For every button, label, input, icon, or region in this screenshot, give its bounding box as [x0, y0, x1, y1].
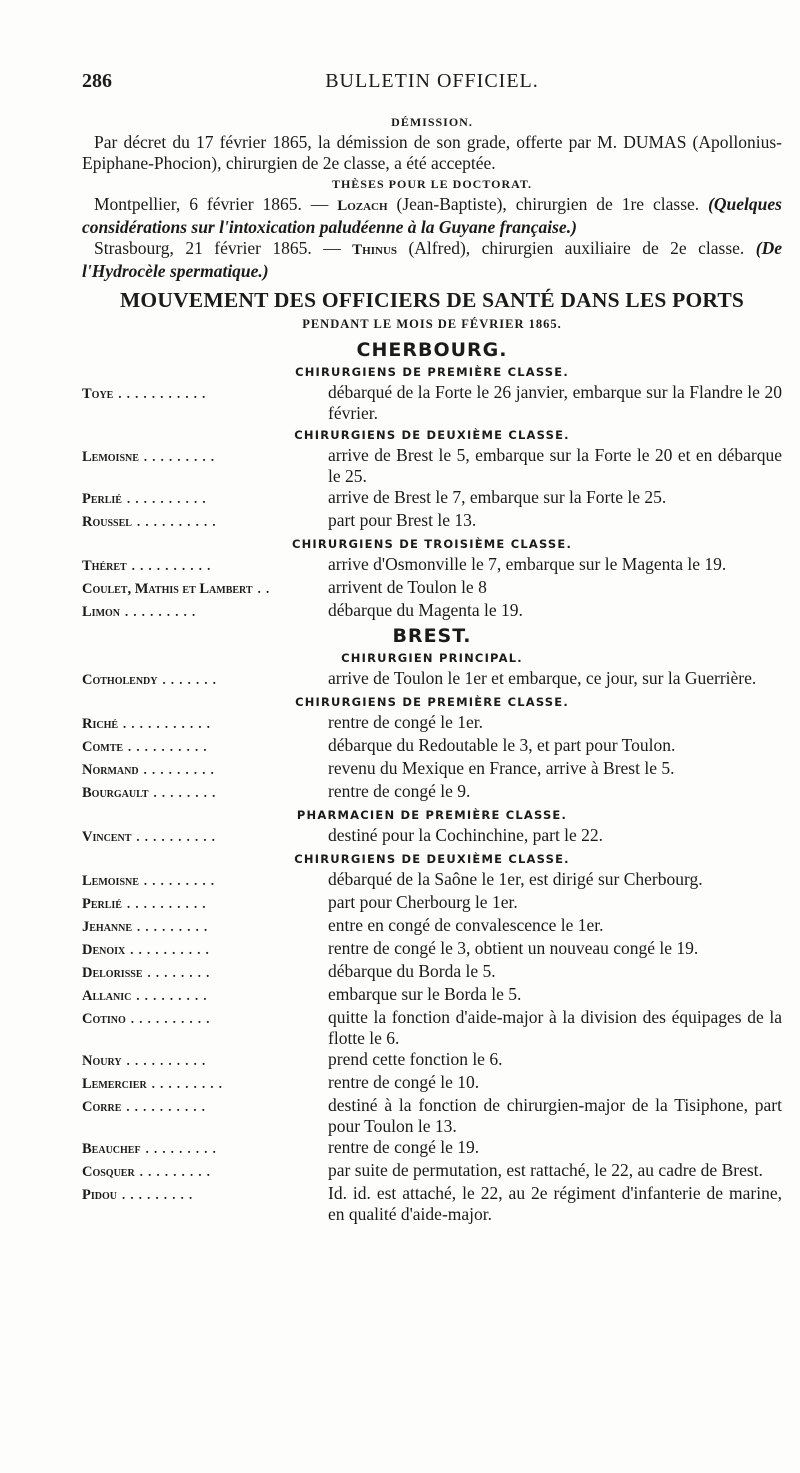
rank-heading: CHIRURGIEN PRINCIPAL.: [341, 651, 523, 665]
officer-name: Corre: [82, 1099, 122, 1115]
officer-movement: arrive de Brest le 5, embarque sur la Forte le 20 et en débarque le 25.: [328, 445, 782, 486]
officer-name-cell: [82, 712, 328, 735]
officer-movement: débarqué de la Saône le 1er, est dirigé sur Cherbourg.: [328, 869, 703, 889]
officer-entry: [82, 554, 782, 577]
officer-name-cell: [82, 445, 328, 468]
leader-dots: ..........: [126, 487, 211, 507]
officer-entry: [82, 1007, 782, 1049]
officer-movement: Id. id. est attaché, le 22, au 2e régiment d'infanterie de marine, en qualité d'aide-major.: [328, 1183, 782, 1224]
officer-entry: [82, 577, 782, 600]
officer-name: Toye: [82, 386, 114, 402]
theses-paragraph-2: [82, 238, 782, 282]
leader-dots: ..........: [131, 554, 215, 574]
theses-line2-pre: Strasbourg, 21 février 1865. —: [94, 238, 353, 258]
leader-dots: ..........: [135, 825, 220, 845]
officer-name-cell: [82, 1072, 328, 1095]
leader-dots: .........: [143, 869, 219, 889]
officer-movement: arrive de Brest le 7, embarque sur la Forte le 25.: [328, 487, 667, 507]
page-number: 286: [82, 70, 112, 92]
officer-name-cell: [82, 1137, 328, 1160]
leader-dots: ...........: [122, 712, 215, 732]
rank-heading: CHIRURGIENS DE DEUXIÈME CLASSE.: [294, 852, 570, 866]
officer-entry: [82, 961, 782, 984]
officer-entry: [82, 1183, 782, 1225]
leader-dots: .......: [161, 668, 221, 688]
officer-movement: embarque sur le Borda le 5.: [328, 984, 522, 1004]
officer-entry: [82, 445, 782, 487]
brest-section: [82, 625, 782, 1225]
leader-dots: .........: [143, 445, 219, 465]
officer-entry: [82, 735, 782, 758]
officer-name-cell: [82, 1095, 328, 1118]
officer-entry: [82, 1095, 782, 1137]
officer-movement: entre en congé de convalescence le 1er.: [328, 915, 604, 935]
officer-name: Vincent: [82, 829, 132, 845]
officer-entry: [82, 668, 782, 691]
officer-name-cell: [82, 735, 328, 758]
theses-line2-title: (De l'Hydrocèle spermatique.): [82, 238, 782, 281]
officer-movement: rentre de congé le 9.: [328, 781, 471, 801]
officer-name-cell: [82, 1160, 328, 1183]
officer-name-cell: [82, 892, 328, 915]
officer-movement: arrive d'Osmonville le 7, embarque sur le Magenta le 19.: [328, 554, 727, 574]
brest-groups: [82, 651, 782, 1225]
officer-name-cell: [82, 1049, 328, 1072]
cherbourg-groups: [82, 365, 782, 623]
officer-name: Delorisse: [82, 965, 143, 981]
rank-heading: CHIRURGIENS DE PREMIÈRE CLASSE.: [295, 365, 569, 379]
officer-name: Roussel: [82, 514, 132, 530]
officer-entry: [82, 938, 782, 961]
running-title: BULLETIN OFFICIEL.: [325, 70, 539, 92]
officer-name: Perlié: [82, 491, 122, 507]
officer-movement: revenu du Mexique en France, arrive à Brest le 5.: [328, 758, 675, 778]
theses-paragraph-1: [82, 194, 782, 238]
officer-entry: [82, 892, 782, 915]
officer-name: Riché: [82, 716, 119, 732]
leader-dots: .........: [124, 600, 200, 620]
officer-movement: rentre de congé le 1er.: [328, 712, 483, 732]
officer-movement: arrive de Toulon le 1er et embarque, ce jour, sur la Guerrière.: [328, 668, 757, 688]
officer-entry: [82, 984, 782, 1007]
officer-name: Comte: [82, 739, 124, 755]
leader-dots: ..........: [126, 892, 211, 912]
officer-name-cell: [82, 781, 328, 804]
officer-movement: destiné pour la Cochinchine, part le 22.: [328, 825, 604, 845]
officer-name-cell: [82, 869, 328, 892]
officer-entry: [82, 758, 782, 781]
theses-line1-title: (Quelques considérations sur l'intoxication paludéenne à la Guyane française.): [82, 194, 782, 237]
officer-name: Noury: [82, 1053, 122, 1069]
leader-dots: ..........: [130, 1007, 214, 1027]
officer-movement: rentre de congé le 10.: [328, 1072, 480, 1092]
officer-name-cell: [82, 758, 328, 781]
officer-name-cell: [82, 961, 328, 984]
officer-name: Coulet, Mathis et Lambert: [82, 581, 253, 597]
officer-entry: [82, 1049, 782, 1072]
theses-line1-post: (Jean-Baptiste), chirurgien de 1re classe.: [387, 194, 700, 214]
officer-name-cell: [82, 554, 328, 577]
theses-line1-pre: Montpellier, 6 février 1865. —: [94, 194, 338, 214]
page-body: [82, 112, 782, 1225]
officer-movement: prend cette fonction le 6.: [328, 1049, 503, 1069]
officer-name-cell: [82, 577, 328, 600]
officer-name: Lemercier: [82, 1076, 147, 1092]
officer-movement: quitte la fonction d'aide-major à la division des équipages de la flotte le 6.: [328, 1007, 782, 1048]
officer-name-cell: [82, 668, 328, 691]
rank-heading: CHIRURGIENS DE PREMIÈRE CLASSE.: [295, 695, 569, 709]
officer-name-cell: [82, 915, 328, 938]
theses-line2-name: Thinus: [352, 242, 398, 258]
leader-dots: ..........: [125, 1049, 210, 1069]
theses-line2-post: (Alfred), chirurgien auxiliaire de 2e classe.: [397, 238, 745, 258]
officer-name-cell: [82, 382, 328, 405]
officer-name: Bourgault: [82, 785, 149, 801]
officer-entry: [82, 825, 782, 848]
officer-movement: par suite de permutation, est rattaché, le 22, au cadre de Brest.: [328, 1160, 763, 1180]
officer-name: Beauchef: [82, 1141, 141, 1157]
officer-name-cell: [82, 1007, 328, 1030]
officer-movement: débarque du Borda le 5.: [328, 961, 496, 981]
theses-line1-name: Lozach: [337, 198, 388, 214]
leader-dots: .........: [139, 1160, 215, 1180]
demission-heading: DÉMISSION.: [391, 115, 473, 129]
officer-movement: débarqué de la Forte le 26 janvier, embarque sur la Flandre le 20 février.: [328, 382, 782, 423]
officer-entry: [82, 1137, 782, 1160]
officer-name: Jehanne: [82, 919, 133, 935]
mouvement-title: MOUVEMENT DES OFFICIERS DE SANTÉ DANS LES PORTS: [119, 288, 745, 312]
officer-entry: [82, 1072, 782, 1095]
officer-movement: débarque du Magenta le 19.: [328, 600, 523, 620]
leader-dots: .........: [144, 1137, 221, 1157]
officer-name: Allanic: [82, 988, 132, 1004]
leader-dots: ...........: [117, 382, 210, 402]
officer-movement: arrivent de Toulon le 8: [328, 577, 487, 597]
officer-entry: [82, 600, 782, 623]
officer-entry: [82, 712, 782, 735]
page-header: [82, 70, 782, 94]
leader-dots: .........: [151, 1072, 227, 1092]
demission-text: Par décret du 17 février 1865, la démission de son grade, offerte par M. DUMAS (Apollonius-Epiphane-Phocion), chirurgien de 2e classe, a été acceptée.: [82, 132, 782, 173]
officer-name-cell: [82, 825, 328, 848]
leader-dots: .........: [136, 915, 212, 935]
theses-heading: THÈSES POUR LE DOCTORAT.: [331, 177, 533, 191]
leader-dots: ..........: [136, 510, 221, 530]
leader-dots: ..........: [129, 938, 214, 958]
officer-movement: rentre de congé le 19.: [328, 1137, 480, 1157]
officer-movement: rentre de congé le 3, obtient un nouveau congé le 19.: [328, 938, 699, 958]
officer-name-cell: [82, 984, 328, 1007]
officer-name: Lemoisne: [82, 449, 139, 465]
leader-dots: .........: [121, 1183, 197, 1203]
brest-heading: BREST.: [392, 625, 472, 647]
leader-dots: ........: [152, 781, 220, 801]
rank-heading: CHIRURGIENS DE DEUXIÈME CLASSE.: [294, 428, 570, 442]
officer-entry: [82, 487, 782, 510]
officer-name: Normand: [82, 762, 139, 778]
cherbourg-section: [82, 339, 782, 623]
mouvement-subtitle: PENDANT LE MOIS DE FÉVRIER 1865.: [302, 317, 562, 331]
officer-name: Cotholendy: [82, 672, 158, 688]
officer-movement: part pour Cherbourg le 1er.: [328, 892, 518, 912]
officer-name-cell: [82, 1183, 328, 1206]
officer-name: Limon: [82, 604, 121, 620]
rank-heading: PHARMACIEN DE PREMIÈRE CLASSE.: [296, 808, 568, 822]
officer-entry: [82, 510, 782, 533]
officer-name: Pidou: [82, 1187, 117, 1203]
officer-name: Lemoisne: [82, 873, 139, 889]
officer-name-cell: [82, 938, 328, 961]
officer-entry: [82, 869, 782, 892]
officer-name: Perlié: [82, 896, 122, 912]
officer-name: Denoix: [82, 942, 126, 958]
officer-name: Cotino: [82, 1011, 126, 1027]
officer-movement: part pour Brest le 13.: [328, 510, 477, 530]
cherbourg-heading: CHERBOURG.: [356, 339, 508, 361]
leader-dots: ..........: [125, 1095, 210, 1115]
officer-movement: débarque du Redoutable le 3, et part pour Toulon.: [328, 735, 676, 755]
leader-dots: ........: [146, 961, 214, 981]
officer-entry: [82, 1160, 782, 1183]
officer-name-cell: [82, 600, 328, 623]
leader-dots: .........: [135, 984, 212, 1004]
officer-entry: [82, 382, 782, 424]
officer-entry: [82, 915, 782, 938]
officer-name-cell: [82, 510, 328, 533]
officer-entry: [82, 781, 782, 804]
officer-name: Cosquer: [82, 1164, 135, 1180]
officer-movement: destiné à la fonction de chirurgien-major de la Tisiphone, part pour Toulon le 13.: [328, 1095, 782, 1136]
officer-name-cell: [82, 487, 328, 510]
rank-heading: CHIRURGIENS DE TROISIÈME CLASSE.: [291, 537, 573, 551]
leader-dots: ..: [256, 577, 274, 597]
leader-dots: .........: [142, 758, 219, 778]
officer-name: Théret: [82, 558, 127, 574]
leader-dots: ..........: [127, 735, 212, 755]
